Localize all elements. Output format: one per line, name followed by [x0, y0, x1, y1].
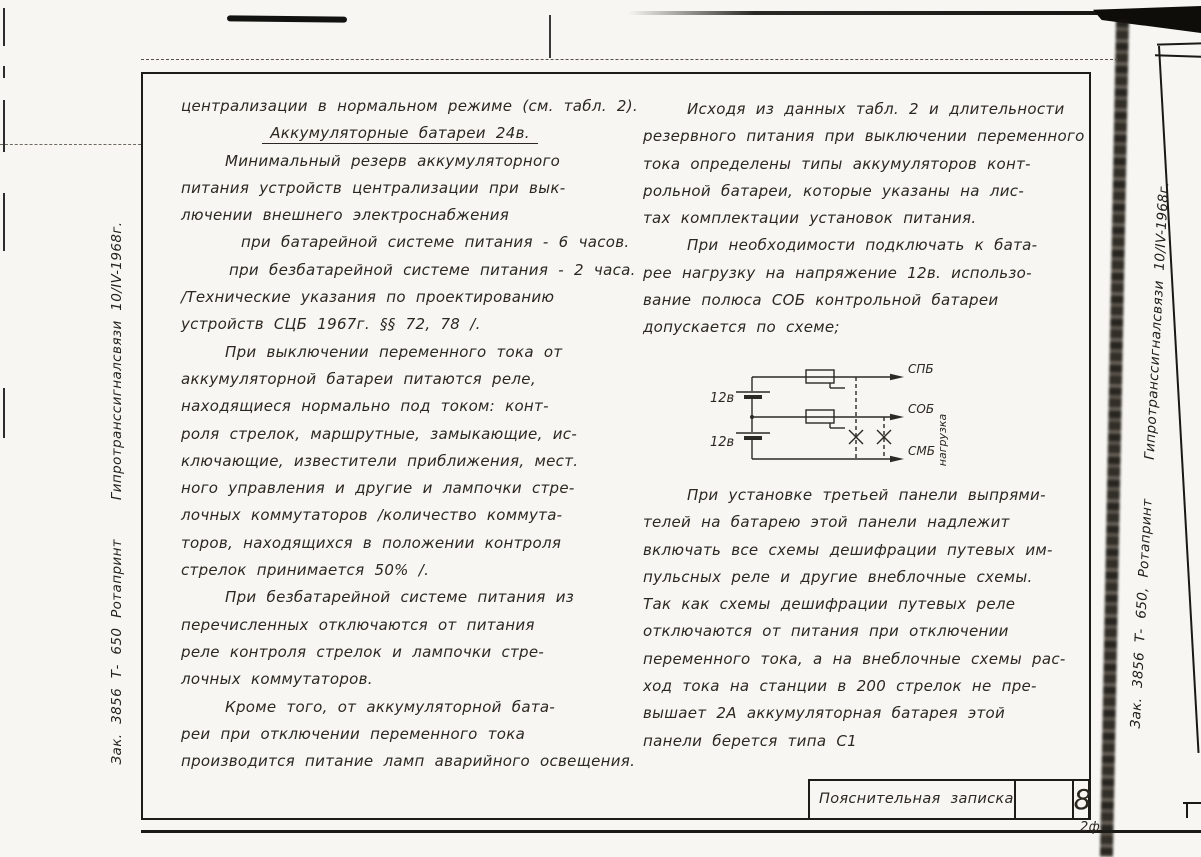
handwritten-line: находящиеся нормально под током: конт-	[181, 397, 549, 416]
handwritten-line: панели берется типа С1	[643, 731, 858, 750]
handwritten-line: телей на батарею этой панели надлежит	[643, 513, 1010, 532]
scan-artifact-vertical-mark	[549, 15, 551, 58]
title-block-footnote: 2ф	[1080, 820, 1100, 835]
title-block	[808, 779, 1090, 820]
handwritten-line: реи при отключении переменного тока	[181, 724, 526, 743]
handwritten-line: Минимальный резерв аккумуляторного	[225, 151, 561, 170]
handwritten-line: Кроме того, от аккумуляторной бата-	[225, 697, 556, 716]
scan-edge-mark	[3, 8, 5, 46]
handwritten-line: ключающие, известители приближения, мест.	[181, 451, 579, 470]
handwritten-line: включать все схемы дешифрации путевых им-	[643, 540, 1053, 559]
sheet-number: 8	[1073, 783, 1092, 816]
handwritten-line: допускается по схеме;	[643, 318, 840, 337]
handwritten-line: вание полюса СОБ контрольной батареи	[643, 291, 999, 310]
handwritten-line: лочных коммутаторов /количество коммута-	[181, 506, 563, 525]
circuit-svg	[694, 357, 1024, 482]
text-column-right-top	[643, 96, 1090, 342]
left-margin-stamp: Зак. 3856 Т- 650 Ротапринт Гипротранссигналсвязи 10/IV-1968г.	[109, 221, 125, 765]
handwritten-line: тока определены типы аккумуляторов конт-	[643, 154, 1031, 173]
arrow-icon	[890, 374, 904, 380]
next-page-tick-mark	[1186, 803, 1188, 818]
scan-artifact-gutter-shadow	[1100, 20, 1129, 857]
next-page-border-line	[1155, 54, 1201, 58]
battery2-voltage-label: 12в	[710, 435, 735, 450]
handwritten-line: лочных коммутаторов.	[181, 670, 373, 689]
handwritten-line: реле контроля стрелок и лампочки стре-	[181, 642, 545, 661]
handwritten-line: торов, находящихся в положении контроля	[181, 533, 562, 552]
handwritten-line: перечисленных отключаются от питания	[181, 615, 535, 634]
load-label: нагрузка	[936, 413, 949, 467]
handwritten-line: резервного питания при выключении переменного	[643, 127, 1085, 146]
scan-edge-mark	[3, 193, 5, 251]
section-heading-text: Аккумуляторные батареи 24в.	[262, 124, 538, 144]
text-column-left	[181, 93, 638, 775]
handwritten-line: роля стрелок, маршрутные, замыкающие, ис-	[181, 424, 578, 443]
text-column-right-bottom	[643, 482, 1090, 755]
handwritten-line: при безбатарейной системе питания - 2 часа.	[229, 260, 636, 279]
handwritten-line: рольной батареи, которые указаны на лис-	[643, 181, 1025, 200]
battery1-voltage-label: 12в	[710, 391, 735, 406]
handwritten-line: ход тока на станции в 200 стрелок не пре-	[643, 677, 1037, 696]
arrow-icon	[890, 414, 904, 420]
handwritten-line: /Технические указания по проектированию	[181, 288, 555, 307]
sheet-outer-bottom-line	[141, 830, 1201, 833]
battery-schematic-diagram	[694, 357, 1024, 486]
handwritten-line: При выключении переменного тока от	[225, 342, 563, 361]
handwritten-line: аккумуляторной батареи питаются реле,	[181, 369, 536, 388]
handwritten-line: лючении внешнего электроснабжения	[181, 206, 510, 225]
handwritten-line: тах комплектации установок питания.	[643, 209, 977, 228]
handwritten-line: Так как схемы дешифрации путевых реле	[643, 595, 1016, 614]
handwritten-line: централизации в нормальном режиме (см. табл. 2).	[181, 97, 638, 115]
handwritten-line: рее нагрузку на напряжение 12в. использо-	[643, 263, 1032, 282]
sheet-outer-top-line	[141, 59, 1118, 60]
section-heading	[181, 120, 619, 147]
arrow-icon	[890, 456, 904, 462]
handwritten-line: Исходя из данных табл. 2 и длительности	[687, 100, 1065, 118]
wire-label-smb: СМБ	[908, 444, 935, 458]
handwritten-line: ного управления и другие и лампочки стре-	[181, 479, 575, 498]
handwritten-line: при батарейной системе питания - 6 часов.	[241, 233, 630, 252]
handwritten-line: производится питание ламп аварийного освещения.	[181, 752, 636, 771]
handwritten-line: При необходимости подключать к бата-	[687, 236, 1038, 255]
handwritten-line: При безбатарейной системе питания из	[225, 588, 575, 607]
wire-label-spb: СПБ	[908, 362, 934, 376]
handwritten-line: отключаются от питания при отключении	[643, 622, 1009, 641]
next-page-border-line	[1157, 42, 1201, 45]
title-block-empty-cell	[1016, 781, 1074, 818]
scan-artifact-top-wedge	[1093, 6, 1201, 33]
handwritten-line: стрелок принимается 50% /.	[181, 561, 430, 580]
next-page-border-line	[1158, 46, 1200, 753]
scan-artifact-ink-streak	[227, 15, 347, 22]
right-margin-stamp: Зак. 3856 Т- 650, Ротапринт Гипротранссигналсвязи 10/IV-1968г.	[1127, 181, 1173, 729]
handwritten-line: При установке третьей панели выпрями-	[687, 486, 1046, 504]
handwritten-line: переменного тока, а на внеблочные схемы рас-	[643, 649, 1066, 668]
scan-fold-dash-line	[0, 144, 141, 145]
handwritten-line: вышает 2А аккумуляторная батарея этой	[643, 704, 1006, 723]
scan-edge-mark	[3, 388, 5, 438]
title-block-title: Пояснительная записка	[810, 781, 1016, 818]
wire-label-sob: СОБ	[908, 402, 935, 416]
scan-edge-mark	[3, 66, 5, 78]
handwritten-line: пульсных реле и другие внеблочные схемы.	[643, 567, 1033, 586]
handwritten-line: питания устройств централизации при вык-	[181, 178, 566, 197]
handwritten-line: устройств СЦБ 1967г. §§ 72, 78 /.	[181, 315, 481, 334]
